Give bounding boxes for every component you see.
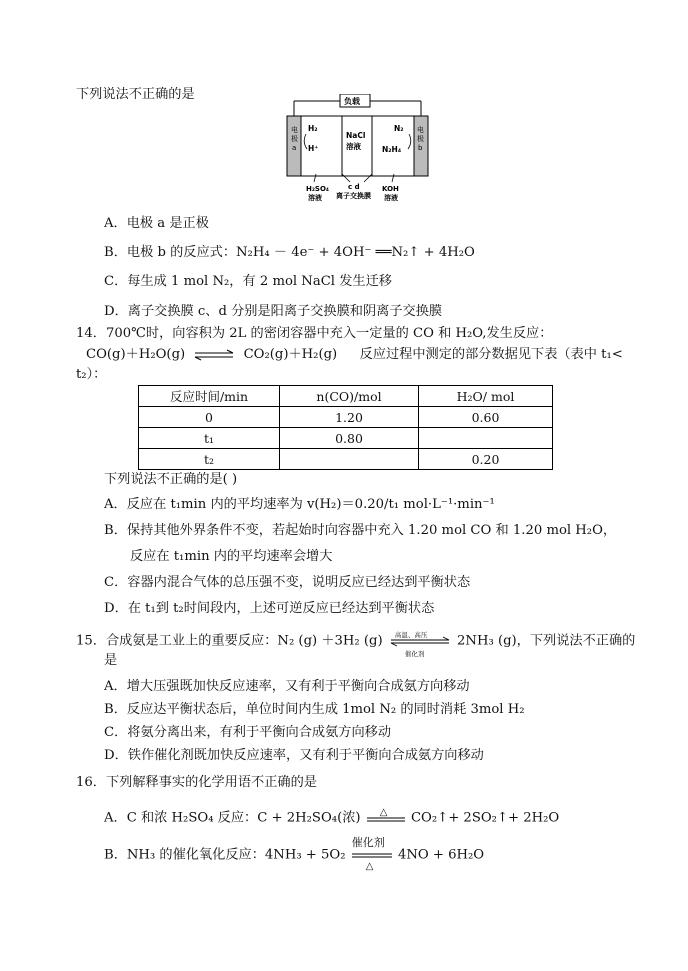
q16-stem: 16．下列解释事实的化学用语不正确的是 xyxy=(76,775,317,790)
catalyst-equals-icon xyxy=(350,836,394,872)
q16-option-a xyxy=(104,809,559,828)
table-header-row xyxy=(139,386,553,407)
label-h2so4: H₂SO₄ xyxy=(306,185,329,193)
header-h2o: H₂O/ mol xyxy=(419,386,553,407)
q14-equation-left: CO(g)＋H₂O(g) xyxy=(86,347,186,362)
q15-stem-left: 15．合成氨是工业上的重要反应：N₂ (g) ＋3H₂ (g) xyxy=(76,633,383,649)
label-cd: c d xyxy=(348,183,360,191)
q16-b-left: B．NH₃ 的催化氧化反应：4NH₃ + 5O₂ xyxy=(104,847,346,863)
q15-option-a: A．增大压强既加快反应速率，又有利于平衡向合成氨方向移动 xyxy=(104,679,470,694)
q15-option-b: B．反应达平衡状态后，单位时间内生成 1mol N₂ 的同时消耗 3mol H₂ xyxy=(104,702,525,717)
species-h-plus: H⁺ xyxy=(308,144,319,153)
q13-stem: 下列说法不正确的是 xyxy=(76,87,195,102)
q15-stem xyxy=(76,631,636,658)
q16-a-left: A．C 和浓 H₂SO₄ 反应：C + 2H₂SO₄(浓) xyxy=(104,810,361,826)
q13-option-d: D．离子交换膜 c、d 分别是阳离子交换膜和阴离子交换膜 xyxy=(104,304,443,319)
q15-stem-line2: 是 xyxy=(104,653,118,668)
table-row: t₂ 0.20 xyxy=(139,449,553,470)
header-time: 反应时间/min xyxy=(139,386,280,407)
species-nacl: NaCl xyxy=(346,131,366,140)
svg-text:a: a xyxy=(292,144,297,152)
header-nco: n(CO)/mol xyxy=(280,386,419,407)
q15-stem-right: 2NH₃ (g)，下列说法不正确的 xyxy=(457,633,636,649)
q16-b-cond-bottom: △ xyxy=(365,861,374,872)
electrode-a-label-1: 电 xyxy=(291,126,298,134)
reversible-arrow-icon xyxy=(189,348,239,362)
q16-a-right: CO₂↑+ 2SO₂↑+ 2H₂O xyxy=(410,810,560,826)
q16-option-b xyxy=(104,836,485,872)
condition-arrow-icon xyxy=(387,631,453,658)
heat-equals-icon xyxy=(365,809,407,827)
q14-stem-line3: t₂）： xyxy=(76,367,107,382)
species-n2h4: N₂H₄ xyxy=(382,145,402,154)
q16-b-cond-top: 催化剂 xyxy=(351,836,385,849)
q14-equation-right: CO₂(g)＋H₂(g) xyxy=(243,347,338,362)
q13-option-a: A．电极 a 是正极 xyxy=(104,216,209,231)
label-membrane: 离子交换膜 xyxy=(336,192,371,200)
q15-arrow-top: 高温、高压 xyxy=(394,631,428,639)
q15-arrow-bottom: 催化剂 xyxy=(404,650,425,658)
table-row: 0 1.20 0.60 xyxy=(139,407,553,428)
svg-text:b: b xyxy=(418,144,423,152)
q14-option-d: D．在 t₁到 t₂时间段内，上述可逆反应已经达到平衡状态 xyxy=(104,601,435,616)
q14-data-table xyxy=(138,385,553,470)
q15-option-c: C．将氨分离出来，有利于平衡向合成氨方向移动 xyxy=(104,725,392,740)
q14-stem-line2 xyxy=(86,346,623,364)
svg-text:极: 极 xyxy=(291,135,298,143)
electrolysis-cell-diagram xyxy=(284,94,432,206)
q14-option-b-cont: 反应在 t₁min 内的平均速率会增大 xyxy=(130,549,333,564)
species-h2: H₂ xyxy=(308,124,318,133)
svg-text:溶液: 溶液 xyxy=(346,142,361,151)
q13-option-c: C．每生成 1 mol N₂，有 2 mol NaCl 发生迁移 xyxy=(104,274,392,289)
q15-option-d: D．铁作催化剂既加快反应速率，又有利于平衡向合成氨方向移动 xyxy=(104,748,484,763)
electrode-b-label-1: 电 xyxy=(417,126,424,134)
label-koh: KOH xyxy=(382,185,399,193)
table-row: t₁ 0.80 xyxy=(139,428,553,449)
svg-text:溶液: 溶液 xyxy=(308,194,322,202)
svg-text:溶液: 溶液 xyxy=(384,194,398,202)
q14-stem-rest: 反应过程中测定的部分数据见下表（表中 t₁< xyxy=(359,347,623,362)
q16-a-cond: △ xyxy=(379,807,388,818)
species-n2: N₂ xyxy=(394,124,404,133)
q14-option-c: C．容器内混合气体的总压强不变，说明反应已经达到平衡状态 xyxy=(104,575,471,590)
q14-option-b: B．保持其他外界条件不变，若起始时向容器中充入 1.20 mol CO 和 1.20 mol H₂O， xyxy=(104,523,617,538)
svg-text:极: 极 xyxy=(417,135,424,143)
q14-option-a: A．反应在 t₁min 内的平均速率为 v(H₂)＝0.20/t₁ mol·L⁻¹·min⁻¹ xyxy=(104,497,495,512)
q16-b-right: 4NO + 6H₂O xyxy=(397,847,485,863)
load-label: 负载 xyxy=(344,97,360,106)
q14-stem-line1: 14．700℃时，向容积为 2L 的密闭容器中充入一定量的 CO 和 H₂O,发生反应： xyxy=(76,326,553,341)
q13-option-b: B．电极 b 的反应式：N₂H₄ － 4e⁻ + 4OH⁻ ══N₂↑ + 4H₂O xyxy=(104,245,475,260)
q14-question: 下列说法不正确的是( ) xyxy=(104,472,238,487)
